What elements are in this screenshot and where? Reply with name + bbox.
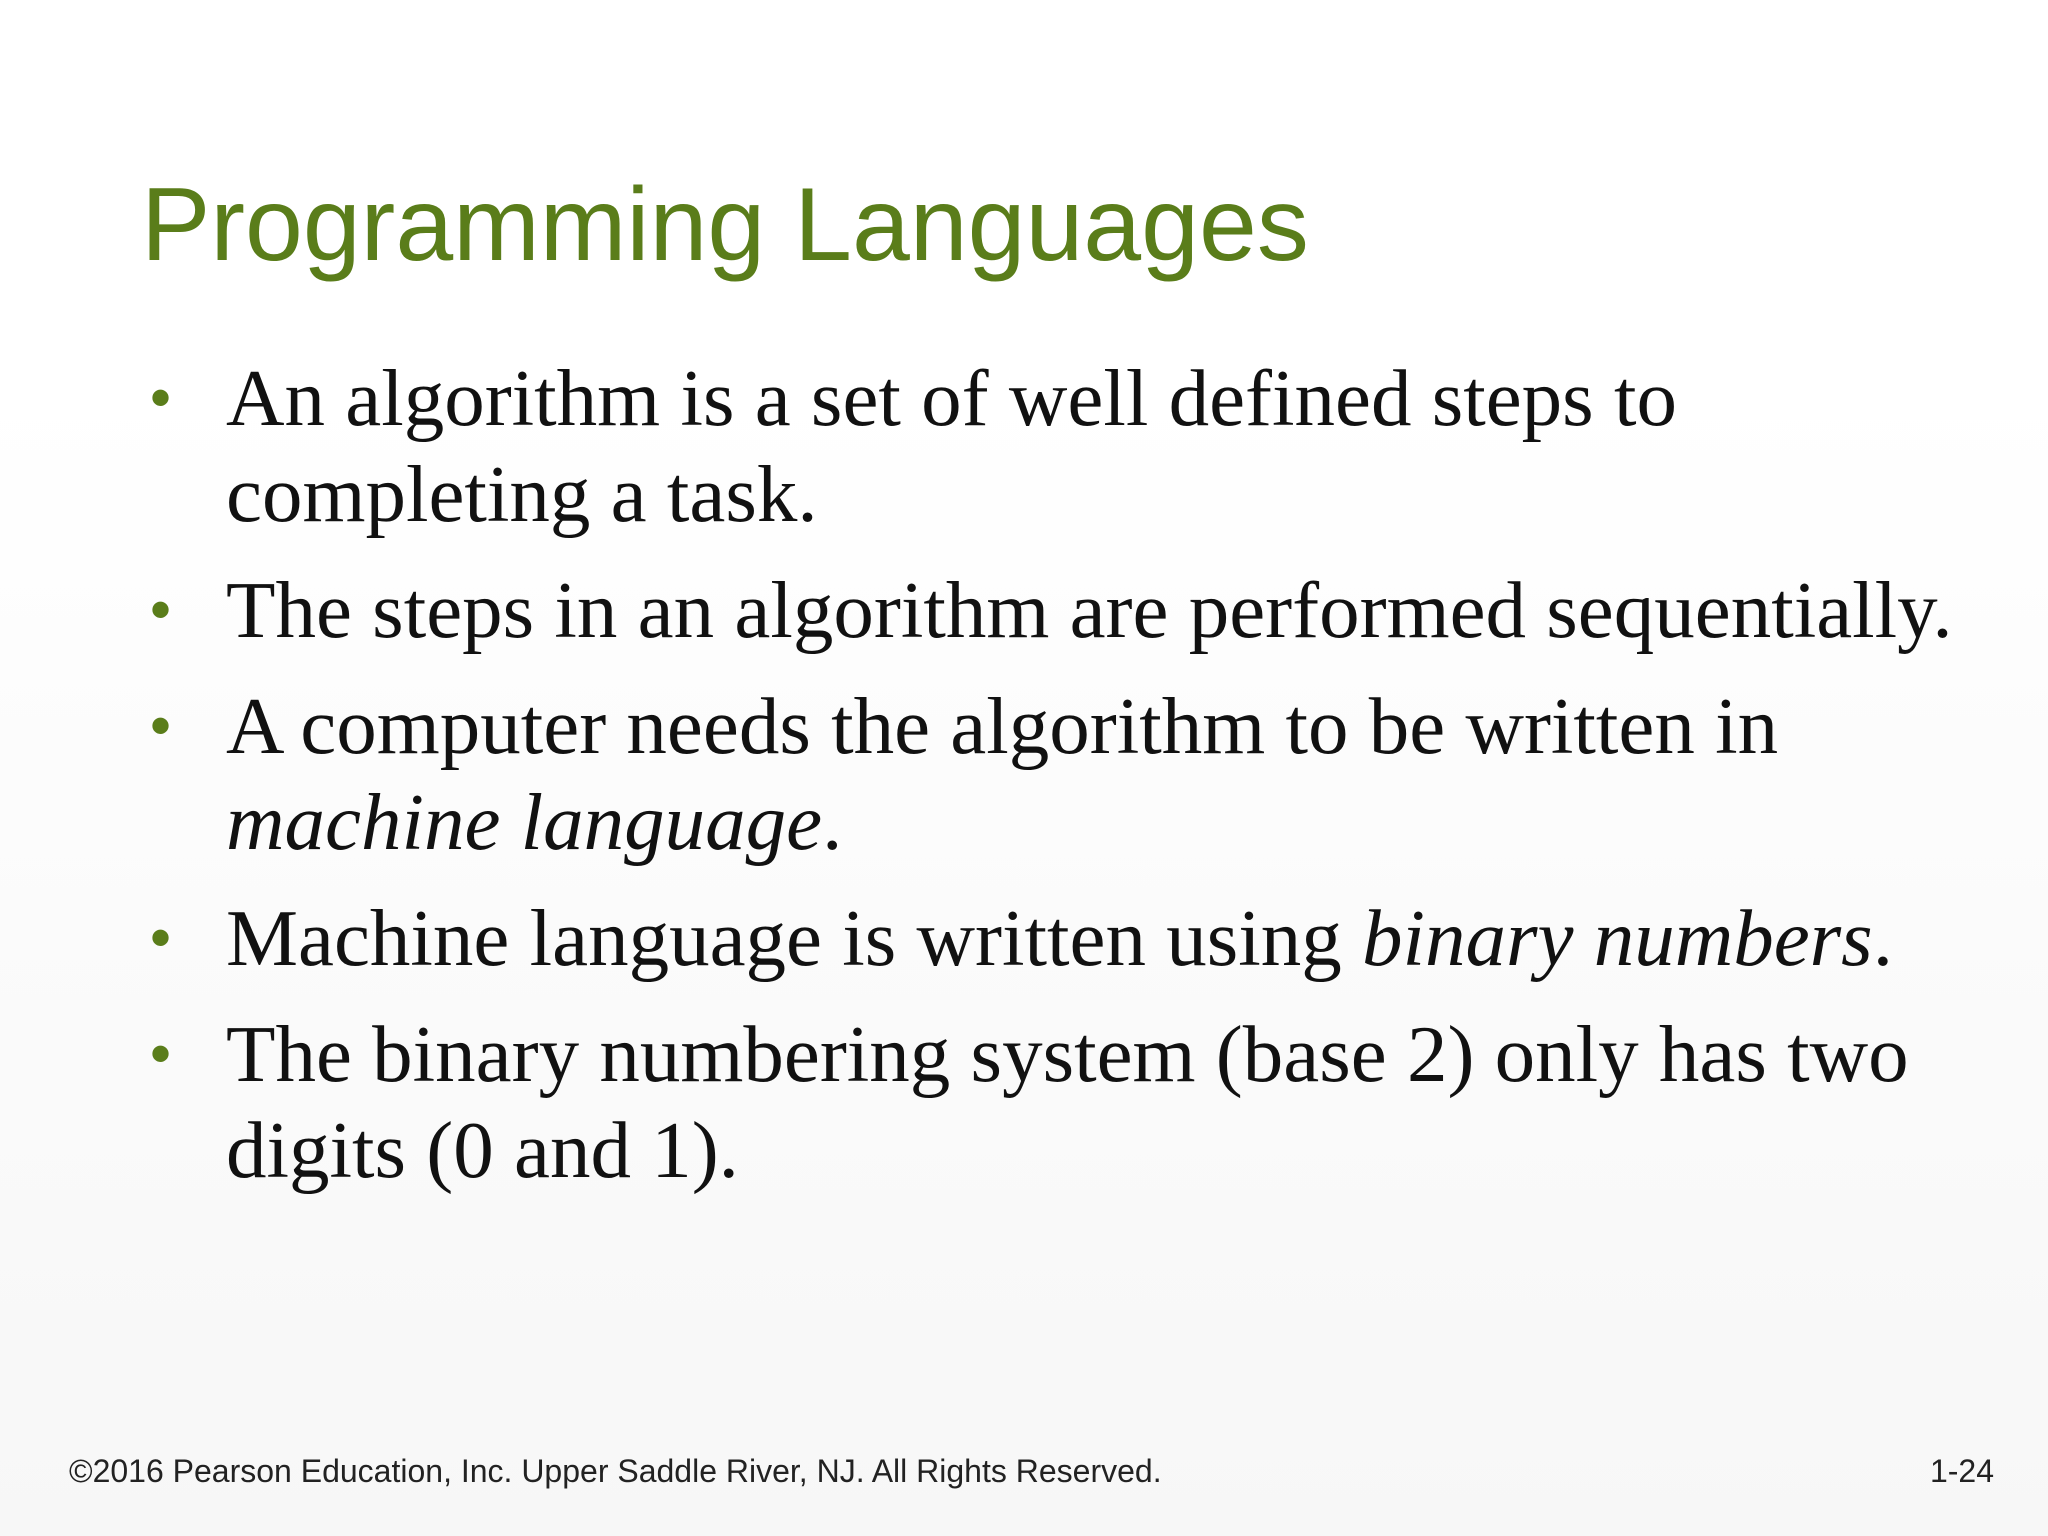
bullet-text: The binary numbering system (base 2) only has two digits (0 and 1).	[226, 1009, 1909, 1195]
bullet-dot-icon: •	[150, 576, 172, 643]
bullet-list	[144, 350, 1974, 1218]
bullet-item-5	[144, 1006, 1974, 1198]
page-number: 1-24	[1929, 1453, 1994, 1489]
bullet-text: A computer needs the algorithm to be written in	[226, 681, 1779, 771]
bullet-dot-icon: •	[150, 692, 172, 759]
bullet-item-3	[144, 678, 1974, 870]
bullet-item-4	[144, 890, 1974, 986]
bullet-dot-icon: •	[150, 364, 172, 431]
bullet-text-emphasis: machine language	[226, 777, 823, 867]
bullet-dot-icon: •	[150, 1020, 172, 1087]
bullet-text: An algorithm is a set of well defined steps to completing a task.	[226, 353, 1677, 539]
copyright-footer: ©2016 Pearson Education, Inc. Upper Saddle River, NJ. All Rights Reserved.	[69, 1453, 1162, 1489]
bullet-text-emphasis: binary numbers	[1361, 893, 1873, 983]
bullet-item-1	[144, 350, 1974, 542]
bullet-text: Machine language is written using	[226, 893, 1362, 983]
bullet-text: .	[822, 777, 843, 867]
slide-title: Programming Languages	[141, 167, 1309, 283]
bullet-text: The steps in an algorithm are performed sequentially.	[226, 565, 1953, 655]
bullet-dot-icon: •	[150, 904, 172, 971]
bullet-item-2	[144, 562, 1974, 658]
bullet-text: .	[1872, 893, 1893, 983]
